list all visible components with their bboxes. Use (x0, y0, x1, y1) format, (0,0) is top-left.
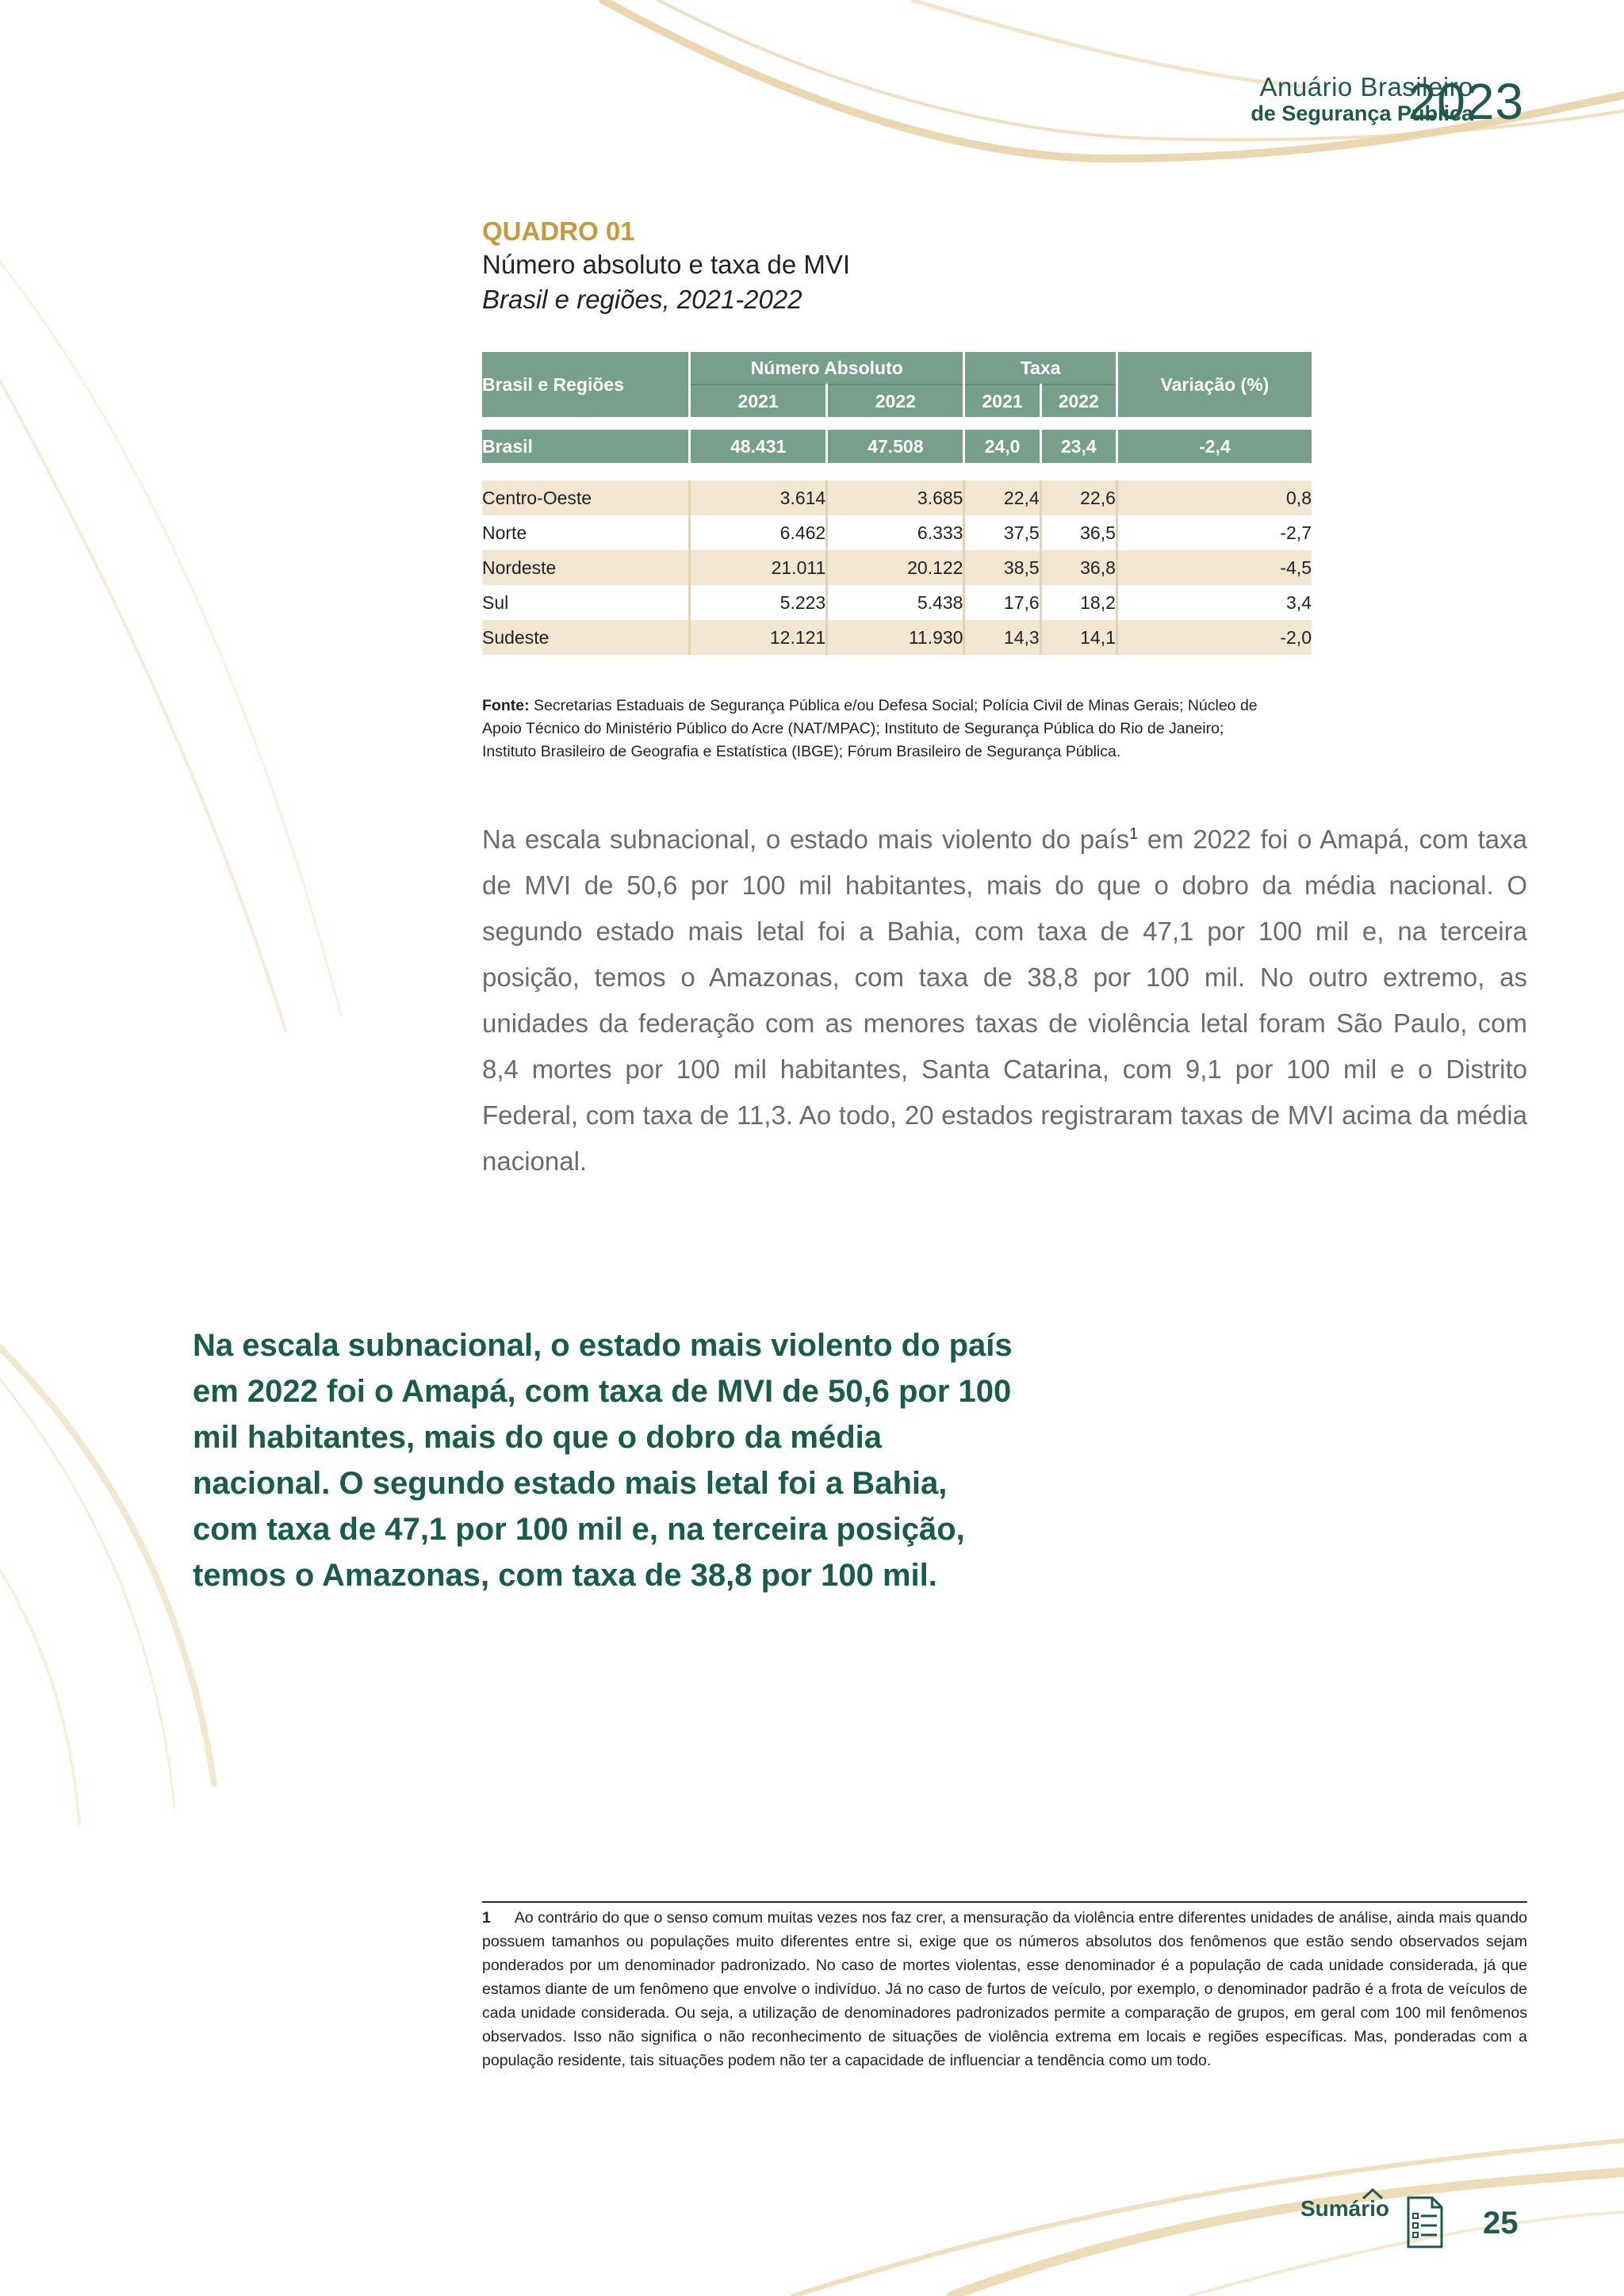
body-paragraph (482, 817, 1527, 1184)
cell-name: Norte (482, 515, 690, 550)
footnote (482, 1906, 1527, 2072)
table-row (482, 585, 1312, 620)
document-list-icon[interactable] (1405, 2196, 1443, 2248)
cell-variation: -2,4 (1116, 430, 1312, 463)
cell-rate2022: 14,1 (1040, 620, 1116, 655)
body-part2: em 2022 foi o Amapá, com taxa de MVI de 50,6 por 100 mil habitantes, mais do que o dobro da média nacional. O segundo estado mais letal foi a Bahia, com taxa de 47,1 por 100 mil e, na terceira posição, temos o Amazonas, com taxa de 38,8 por 100 mil. No outro extremo, as unidades da federação com as menores taxas de violência letal foram São Paulo, com 8,4 mortes por 100 mil habitantes, Santa Catarina, com 9,1 por 100 mil e o Distrito Federal, com taxa de 11,3. Ao todo, 20 estados registraram taxas de MVI acima da média nacional. (482, 825, 1527, 1176)
cell-abs2021: 3.614 (690, 480, 827, 515)
cell-variation: 3,4 (1116, 585, 1312, 620)
cell-rate2021: 17,6 (964, 585, 1040, 620)
header-abs-2021: 2021 (690, 385, 827, 417)
mvi-table (482, 352, 1312, 655)
cell-rate2022: 36,5 (1040, 515, 1116, 550)
header-rate-2022: 2022 (1040, 385, 1116, 417)
cell-name: Sul (482, 585, 690, 620)
cell-abs2022: 20.122 (827, 550, 964, 585)
source-text: Secretarias Estaduais de Segurança Pública e/ou Defesa Social; Polícia Civil de Minas Gerais; Núcleo de Apoio Técnico do Ministério Público do Acre (NAT/MPAC); Instituto de Segurança Pública do Rio de Janeiro; Instituto Brasileiro de Geografia e Estatística (IBGE); Fórum Brasileiro de Segurança Pública. (482, 697, 1258, 760)
footnote-text: Ao contrário do que o senso comum muitas vezes nos faz crer, a mensuração da violência entre diferentes unidades de análise, ainda mais quando possuem tamanhos ou populações muito diferentes entre si, exige que os números absolutos dos fenômenos que estão sendo observados sejam ponderados por um denominador padronizado. No caso de mortes violentas, esse denominador é a população de cada unidade considerada, já que estamos diante de um fenômeno que envolve o indivíduo. Já no caso de furtos de veículo, por exemplo, o denominador padrão é a frota de veículos de cada unidade considerada. Ou seja, a utilização de denominadores padronizados permite a comparação de grupos, em geral com 100 mil fenômenos observados. Isso não significa o não reconhecimento de situações de violência extrema em locais e regiões específicas. Mas, ponderadas com a população residente, tais situações podem não ter a capacidade de influenciar a tendência como um todo. (482, 1909, 1527, 2069)
cell-abs2021: 12.121 (690, 620, 827, 655)
cell-name: Nordeste (482, 550, 690, 585)
quadro-label: QUADRO 01 (482, 216, 635, 246)
cell-rate2022: 18,2 (1040, 585, 1116, 620)
cell-variation: 0,8 (1116, 480, 1312, 515)
table-header-row (482, 352, 1312, 385)
header-line1: Anuário Brasileiro (1259, 72, 1473, 101)
table-row-brasil (482, 430, 1312, 463)
cell-rate2022: 36,8 (1040, 550, 1116, 585)
cell-variation: -4,5 (1116, 550, 1312, 585)
cell-rate2022: 22,6 (1040, 480, 1116, 515)
header-abs-2022: 2022 (827, 385, 964, 417)
cell-abs2021: 5.223 (690, 585, 827, 620)
footnote-number: 1 (482, 1909, 491, 1927)
cell-abs2021: 6.462 (690, 515, 827, 550)
table-row (482, 620, 1312, 655)
cell-abs2022: 5.438 (827, 585, 964, 620)
cell-abs2022: 47.508 (827, 430, 964, 463)
cell-name: Brasil (482, 430, 690, 463)
footnote-divider (482, 1901, 1527, 1903)
page-number: 25 (1483, 2206, 1519, 2241)
header-region: Brasil e Regiões (482, 352, 690, 417)
cell-abs2022: 6.333 (827, 515, 964, 550)
body-part1: Na escala subnacional, o estado mais violento do país (482, 825, 1130, 854)
cell-abs2022: 11.930 (827, 620, 964, 655)
cell-rate2021: 14,3 (964, 620, 1040, 655)
cell-abs2021: 21.011 (690, 550, 827, 585)
header-year: 2023 (1408, 73, 1524, 130)
cell-rate2021: 37,5 (964, 515, 1040, 550)
cell-variation: -2,0 (1116, 620, 1312, 655)
table-row (482, 480, 1312, 515)
header-absolute: Número Absoluto (690, 352, 964, 385)
sumario-link[interactable]: Sumário (1300, 2196, 1390, 2221)
quadro-title: Número absoluto e taxa de MVI (482, 250, 851, 279)
table-row (482, 515, 1312, 550)
header-rate-2021: 2021 (964, 385, 1040, 417)
cell-variation: -2,7 (1116, 515, 1312, 550)
quadro-subtitle: Brasil e regiões, 2021-2022 (482, 285, 802, 314)
cell-name: Sudeste (482, 620, 690, 655)
table-source-note (482, 695, 1275, 763)
source-label: Fonte: (482, 697, 530, 714)
cell-abs2022: 3.685 (827, 480, 964, 515)
quadro-heading (482, 216, 1315, 317)
header-line2: de Segurança Pública (1251, 101, 1473, 125)
cell-rate2021: 24,0 (964, 430, 1040, 463)
cell-abs2021: 48.431 (690, 430, 827, 463)
cell-rate2021: 22,4 (964, 480, 1040, 515)
pull-quote: Na escala subnacional, o estado mais violento do país em 2022 foi o Amapá, com taxa de MVI de 50,6 por 100 mil habitantes, mais do que o dobro da média nacional. O segundo estado mais letal foi a Bahia, com taxa de 47,1 por 100 mil e, na terceira posição, temos o Amazonas, com taxa de 38,8 por 100 mil. (193, 1328, 1013, 1593)
header-variation: Variação (%) (1160, 373, 1270, 395)
header-rate: Taxa (964, 352, 1116, 385)
table-row (482, 550, 1312, 585)
cell-rate2022: 23,4 (1040, 430, 1116, 463)
cell-rate2021: 38,5 (964, 550, 1040, 585)
footnote-ref[interactable]: 1 (1129, 825, 1139, 843)
cell-name: Centro-Oeste (482, 480, 690, 515)
